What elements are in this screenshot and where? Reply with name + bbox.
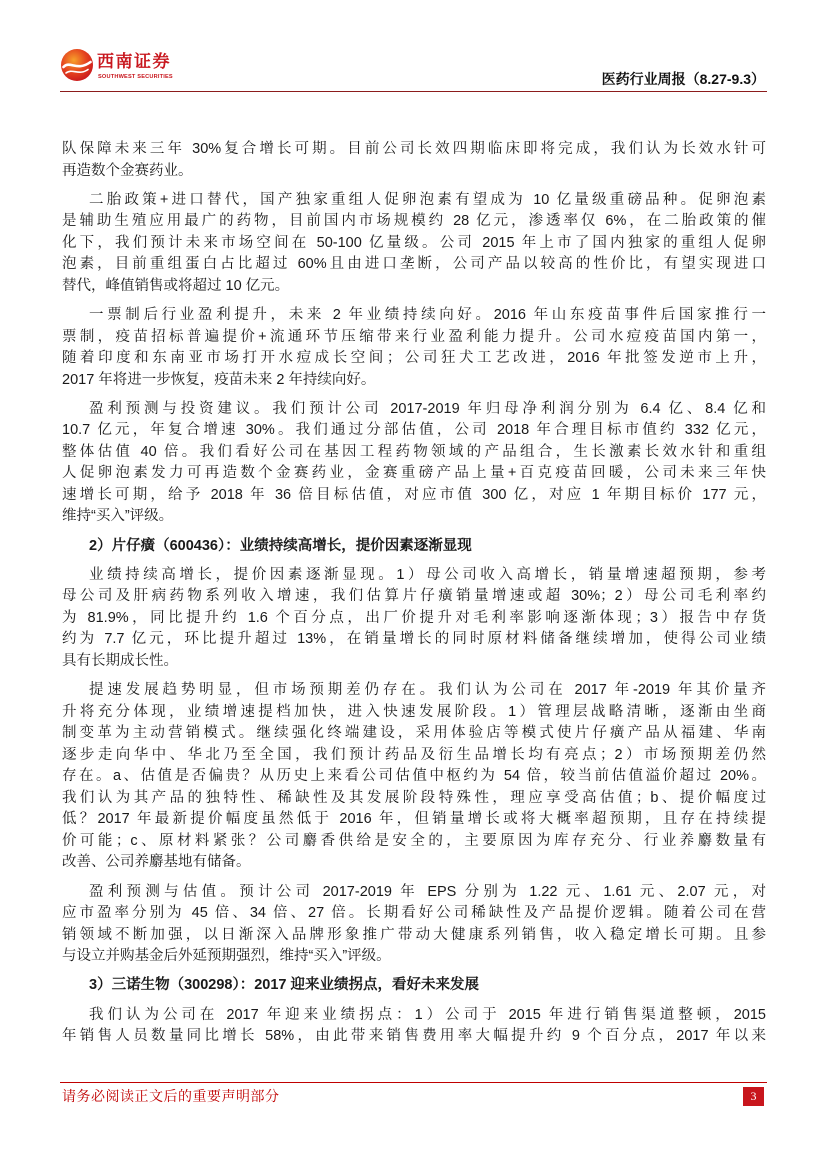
text-line: 10.7 亿元，年复合增速 30%。我们通过分部估值，公司 2018 年合理目标市值约 332 亿元， — [62, 422, 766, 439]
logo-name-cn: 西南证券 — [97, 52, 171, 72]
text-line: 是辅助生殖应用最广的药物，目前国内市场规模约 28 亿元，渗透率仅 6%，在二胎政策的催 — [62, 213, 766, 230]
text-line: 存在。a、估值是否偏贵？从历史上来看公司估值中枢约为 54 倍，较当前估值溢价超过 20%。 — [62, 768, 766, 785]
paragraph — [62, 1005, 766, 1048]
report-body — [62, 139, 766, 1055]
text-line: 具有长期成长性。 — [62, 652, 178, 669]
text-line: 票制，疫苗招标普遍提价+流通环节压缩带来行业盈利能力提升。公司水痘疫苗国内第一， — [62, 328, 766, 345]
text-line: 低？2017 年最新提价幅度虽然低于 2016 年，但销量增长或将大概率超预期，且存在持续提 — [62, 811, 766, 828]
text-line: 改善、公司养麝基地有储备。 — [62, 854, 251, 871]
text-line: 价可能；c、原材料紧张？公司麝香供给是安全的，主要原因为库存充分、行业养麝数量有 — [62, 832, 766, 849]
text-line: 我们认为公司在 2017 年迎来业绩拐点：1）公司于 2015 年进行销售渠道整顿，2015 — [89, 1006, 766, 1023]
text-line: 与设立并购基金后外延预期强烈，维持“买入”评级。 — [62, 948, 391, 965]
text-line: 泡素，目前重组蛋白占比超过 60%且由进口垄断，公司产品以较高的性价比，有望实现进口 — [62, 256, 766, 273]
southwest-securities-logo-icon — [60, 48, 94, 82]
text-line: 盈利预测与投资建议。我们预计公司 2017-2019 年归母净利润分别为 6.4 亿、8.4 亿和 — [89, 400, 766, 417]
text-line: 盈利预测与估值。预计公司 2017-2019 年 EPS 分别为 1.22 元、1.61 元、2.07 元，对 — [89, 883, 766, 900]
text-line: 再造数个金赛药业。 — [62, 162, 193, 179]
paragraph — [62, 565, 766, 673]
text-line: 化下，我们预计未来市场空间在 50-100 亿量级。公司 2015 年上市了国内独家的重组人促卵 — [62, 234, 766, 251]
paragraph — [62, 399, 766, 528]
section-heading: 2）片仔癀（600436）：业绩持续高增长，提价因素逐渐显现 — [89, 537, 472, 554]
text-line: 制变革为主动营销模式。继续强化终端建设，采用体验店等模式使片仔癀产品从福建、华南 — [62, 725, 766, 742]
text-line: 为 81.9%，同比提升约 1.6 个百分点，出厂价提升对毛利率影响逐渐体现；3）报告中存货 — [62, 609, 766, 626]
text-line: 母公司及肝病药物系列收入增速，我们估算片仔癀销量增速或超 30%；2）母公司毛利率约 — [62, 588, 766, 605]
report-title: 医药行业周报（8.27-9.3） — [601, 71, 765, 87]
paragraph — [62, 680, 766, 874]
text-line: 速增长可期，给予 2018 年 36 倍目标估值，对应市值 300 亿，对应 1 年期目标价 177 元， — [62, 486, 766, 503]
disclaimer-notice: 请务必阅读正文后的重要声明部分 — [62, 1088, 280, 1104]
text-line: 整体估值 40 倍。我们看好公司在基因工程药物领域的产品组合，生长激素长效水针和重组 — [62, 443, 766, 460]
section-heading: 3）三诺生物（300298）：2017 迎来业绩拐点，看好未来发展 — [89, 977, 479, 994]
paragraph — [62, 190, 766, 298]
page-number: 3 — [743, 1087, 764, 1106]
text-line: 队保障未来三年 30%复合增长可期。目前公司长效四期临床即将完成，我们认为长效水针可 — [62, 141, 766, 157]
text-line: 应市盈率分别为 45 倍、34 倍、27 倍。长期看好公司稀缺性及产品提价逻辑。随着公司在营 — [62, 905, 766, 922]
text-line: 替代，峰值销售或将超过 10 亿元。 — [62, 277, 290, 294]
text-line: 2017 年将进一步恢复，疫苗未来 2 年持续向好。 — [62, 371, 376, 388]
text-line: 业绩持续高增长，提价因素逐渐显现。1）母公司收入高增长，销量增速超预期，参考 — [89, 566, 766, 583]
text-line: 逐步走向华中、华北乃至全国，我们预计药品及衍生品增长均有亮点；2）市场预期差仍然 — [62, 746, 766, 763]
text-line: 一票制后行业盈利提升，未来 2 年业绩持续向好。2016 年山东疫苗事件后国家推行一 — [89, 307, 766, 324]
paragraph — [62, 882, 766, 968]
text-line: 提速发展趋势明显，但市场预期差仍存在。我们认为公司在 2017 年-2019 年其价量齐 — [89, 682, 766, 699]
text-line: 维持“买入”评级。 — [62, 508, 174, 525]
logo-name-en: SOUTHWEST SECURITIES — [98, 74, 173, 80]
paragraph — [62, 305, 766, 391]
text-line: 人促卵泡素发力可再造数个金赛药业，金赛重磅产品上量+百克疫苗回暖，公司未来三年快 — [62, 465, 766, 482]
text-line: 随着印度和东南亚市场打开水痘成长空间；公司狂犬工艺改进，2016 年批签发逆市上升， — [62, 350, 766, 367]
text-line: 销领域不断加强，以日渐深入品牌形象推广带动大健康系列销售，收入稳定增长可期。且参 — [62, 926, 766, 943]
text-line: 约为 7.7 亿元，环比提升超过 13%，在销量增长的同时原材料储备继续增加，使得公司业绩 — [62, 631, 766, 648]
text-line: 年销售人员数量同比增长 58%，由此带来销售费用率大幅提升约 9 个百分点，2017 年以来 — [62, 1028, 766, 1045]
footer-divider — [60, 1082, 767, 1083]
text-line: 升将充分体现，业绩增速提档加快，进入快速发展阶段。1）管理层战略清晰，逐渐由坐商 — [62, 703, 766, 720]
header-divider — [60, 91, 767, 92]
paragraph — [62, 139, 766, 182]
text-line: 我们认为其产品的独特性、稀缺性及其发展阶段特殊性，理应享受高估值；b、提价幅度过 — [62, 789, 766, 806]
text-line: 二胎政策+进口替代，国产独家重组人促卵泡素有望成为 10 亿量级重磅品种。促卵泡素 — [89, 191, 766, 208]
